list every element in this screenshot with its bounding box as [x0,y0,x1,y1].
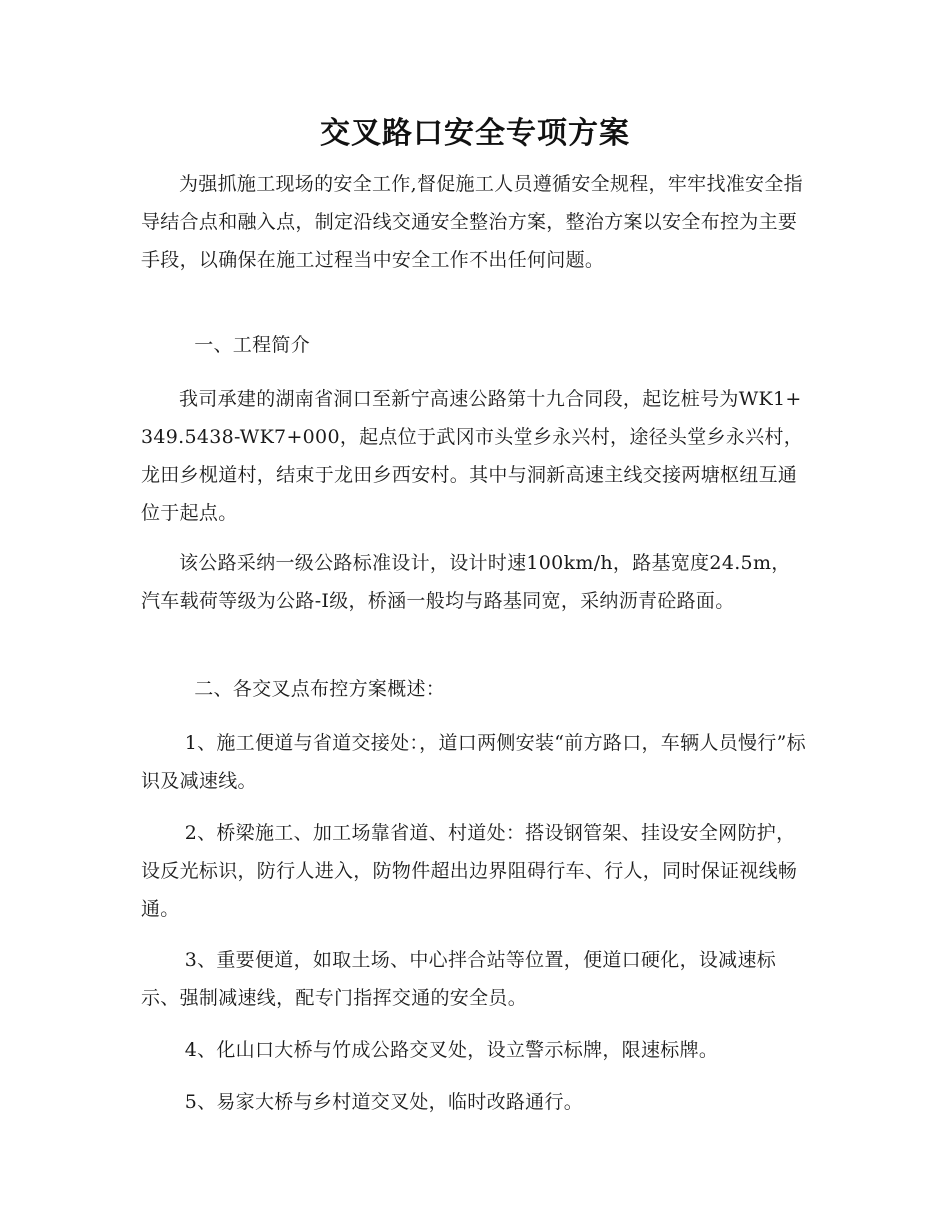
list-item: 4、化山口大桥与竹成公路交叉处，设立警示标牌，限速标牌。 [184,1039,719,1061]
list-item: 3、重要便道，如取土场、中心拌合站等位置，便道口硬化，设减速标示、强制减速线，配专门指挥交通的安全员。 [141,949,777,1009]
list-item: 5、易家大桥与乡村道交叉处，临时改路通行。 [184,1091,584,1113]
design-standard-paragraph: 该公路采纳一级公路标准设计，设计时速100km/h，路基宽度24.5m，汽车载荷等级为公路-I级，桥涵一般均与路基同宽，采纳沥青砼路面。 [141,552,791,612]
list-item: 1、施工便道与省道交接处：，道口两侧安装“前方路口，车辆人员慢行”标识及减速线。 [141,732,806,792]
section-heading-project-overview: 一、工程简介 [194,334,310,356]
intro-paragraph: 为强抓施工现场的安全工作,督促施工人员遵循安全规程，牢牢找准安全指导结合点和融入点，制定沿线交通安全整治方案，整治方案以安全布控为主要手段，以确保在施工过程当中安全工作不出任何问题。 [141,173,803,271]
section-heading-control-plan: 二、各交叉点布控方案概述： [194,678,446,700]
document-title: 交叉路口安全专项方案 [320,116,630,151]
project-description-paragraph: 我司承建的湖南省洞口至新宁高速公路第十九合同段，起讫桩号为WK1+349.5438-WK7+000，起点位于武冈市头堂乡永兴村，途径头堂乡永兴村，龙田乡枧道村，结束于龙田乡西安村。其中与洞新高速主线交接两塘枢纽互通位于起点。 [141,388,804,524]
list-item: 2、桥梁施工、加工场靠省道、村道处：搭设钢管架、挂设安全网防护，设反光标识，防行人进入，防物件超出边界阻碍行车、行人，同时保证视线畅通。 [141,822,798,920]
